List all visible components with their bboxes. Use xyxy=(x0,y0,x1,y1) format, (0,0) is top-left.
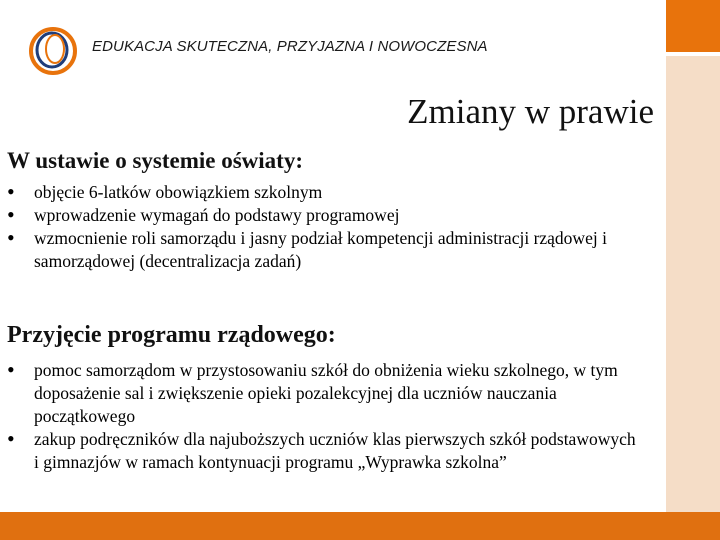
slide-title: Zmiany w prawie xyxy=(407,92,654,131)
bullet-list-program xyxy=(0,359,640,474)
list-item xyxy=(0,204,640,227)
bullet-dot-icon: • xyxy=(7,202,15,227)
header-tagline: EDUKACJA SKUTECZNA, PRZYJAZNA I NOWOCZESNA xyxy=(92,38,488,55)
bullet-dot-icon: • xyxy=(7,357,15,382)
bullet-dot-icon: • xyxy=(7,426,15,451)
bullet-list-ustawa xyxy=(0,181,640,273)
list-item xyxy=(0,428,640,474)
side-accent-bar-top xyxy=(666,0,720,52)
list-item-text: objęcie 6-latków obowiązkiem szkolnym xyxy=(34,182,323,202)
orange-ring-logo-icon xyxy=(28,26,78,76)
list-item-text: zakup podręczników dla najuboższych uczniów klas pierwszych szkół podstawowych i gimnazjów w ramach kontynuacji programu „Wyprawka szkolna” xyxy=(34,429,636,472)
section-heading-program: Przyjęcie programu rządowego: xyxy=(7,322,336,348)
section-heading-ustawa: W ustawie o systemie oświaty: xyxy=(7,148,303,173)
list-item xyxy=(0,181,640,204)
bullet-dot-icon: • xyxy=(7,179,15,204)
list-item-text: pomoc samorządom w przystosowaniu szkół do obniżenia wieku szkolnego, w tym doposażenie sal i zwiększenie opieki pozalekcyjnej dla uczniów nauczania początkowego xyxy=(34,360,618,426)
list-item xyxy=(0,227,640,273)
bullet-dot-icon: • xyxy=(7,225,15,250)
list-item-text: wzmocnienie roli samorządu i jasny podział kompetencji administracji rządowej i samorządowej (decentralizacja zadań) xyxy=(34,228,607,271)
list-item-text: wprowadzenie wymagań do podstawy programowej xyxy=(34,205,400,225)
side-accent-bar xyxy=(666,56,720,512)
bottom-accent-bar xyxy=(0,512,720,540)
list-item xyxy=(0,359,640,428)
